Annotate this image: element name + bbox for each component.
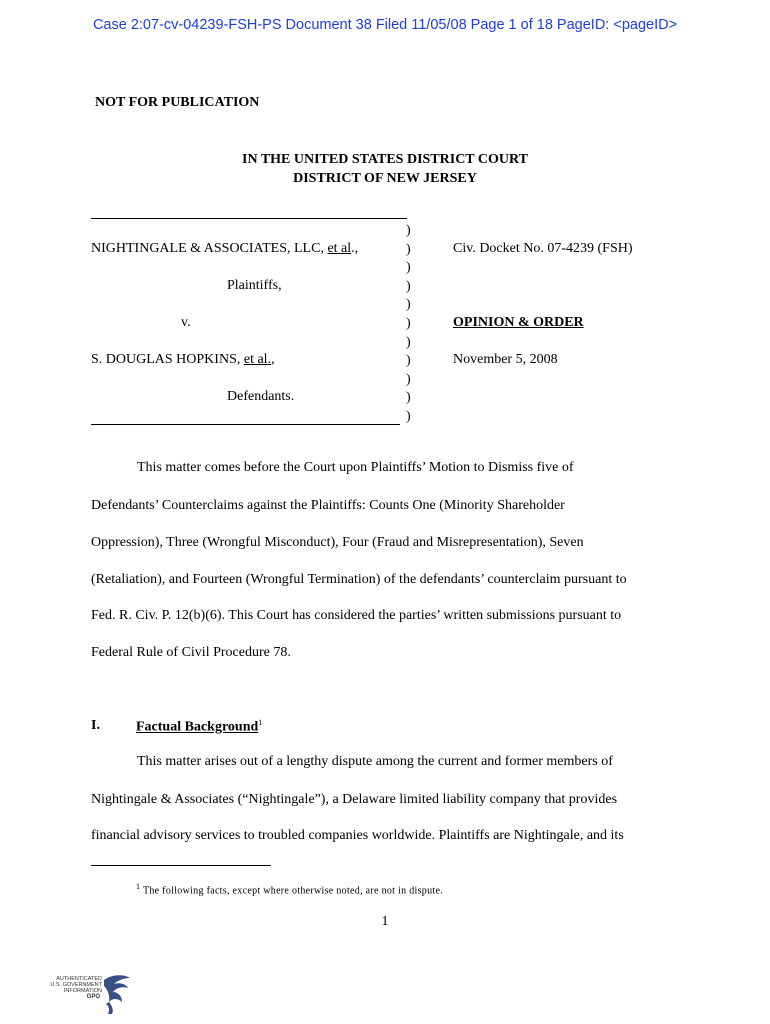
section-heading [136, 718, 262, 736]
court-title [0, 150, 770, 188]
case-header-stamp: Case 2:07-cv-04239-FSH-PS Document 38 Filed 11/05/08 Page 1 of 18 PageID: <pageID> [92, 17, 678, 33]
plaintiff-role: Plaintiffs, [227, 278, 282, 293]
section-title: Factual Background [136, 719, 259, 735]
intro-line: Fed. R. Civ. P. 12(b)(6). This Court has considered the parties’ written submissions pursuant to [91, 608, 622, 623]
intro-line: Oppression), Three (Wrongful Misconduct), Four (Fraud and Misrepresentation), Seven [91, 535, 584, 550]
gpo-authentication-logo [44, 972, 134, 1016]
gpo-logo-text: AUTHENTICATED U.S. GOVERNMENT INFORMATION GPO [50, 976, 102, 1000]
footnote-text: The following facts, except where otherwise noted, are not in dispute. [142, 885, 444, 897]
footnote-rule [91, 865, 271, 866]
intro-line: This matter comes before the Court upon Plaintiffs’ Motion to Dismiss five of [137, 460, 574, 475]
footnote-ref: 1 [258, 718, 263, 727]
opinion-date: November 5, 2008 [453, 352, 558, 367]
plaintiff-name: NIGHTINGALE & ASSOCIATES, LLC, et al., [91, 241, 359, 256]
document-type: OPINION & ORDER [453, 315, 584, 330]
publication-note: NOT FOR PUBLICATION [95, 95, 260, 110]
plaintiff-et-al: et al [327, 241, 352, 256]
docket-number: Civ. Docket No. 07-4239 (FSH) [453, 241, 633, 256]
footnote-number: 1 [136, 882, 141, 891]
defendant-name: S. DOUGLAS HOPKINS, et al., [91, 352, 275, 367]
section-number: I. [91, 718, 100, 733]
background-line: Nightingale & Associates (“Nightingale”), a Delaware limited liability company that provides [91, 792, 618, 807]
intro-line: (Retaliation), and Fourteen (Wrongful Termination) of the defendants’ counterclaim pursuant to [91, 572, 627, 587]
court-title-line2: DISTRICT OF NEW JERSEY [293, 171, 477, 186]
caption-parentheses: ) ) ) ) ) ) ) ) ) ) ) [406, 223, 411, 424]
versus: v. [181, 315, 191, 330]
caption-top-rule [91, 218, 407, 219]
page-number: 1 [381, 914, 389, 929]
defendant-et-al: et al. [243, 352, 272, 367]
footnote [136, 882, 443, 896]
intro-line: Defendants’ Counterclaims against the Plaintiffs: Counts One (Minority Shareholder [91, 498, 565, 513]
background-line: This matter arises out of a lengthy dispute among the current and former members of [137, 754, 613, 769]
court-title-line1: IN THE UNITED STATES DISTRICT COURT [242, 152, 528, 167]
background-line: financial advisory services to troubled companies worldwide. Plaintiffs are Nightingale, and its [91, 828, 624, 843]
caption-bottom-rule [91, 424, 400, 425]
eagle-icon [100, 972, 134, 1016]
intro-line: Federal Rule of Civil Procedure 78. [91, 645, 291, 660]
defendant-role: Defendants. [227, 389, 295, 404]
